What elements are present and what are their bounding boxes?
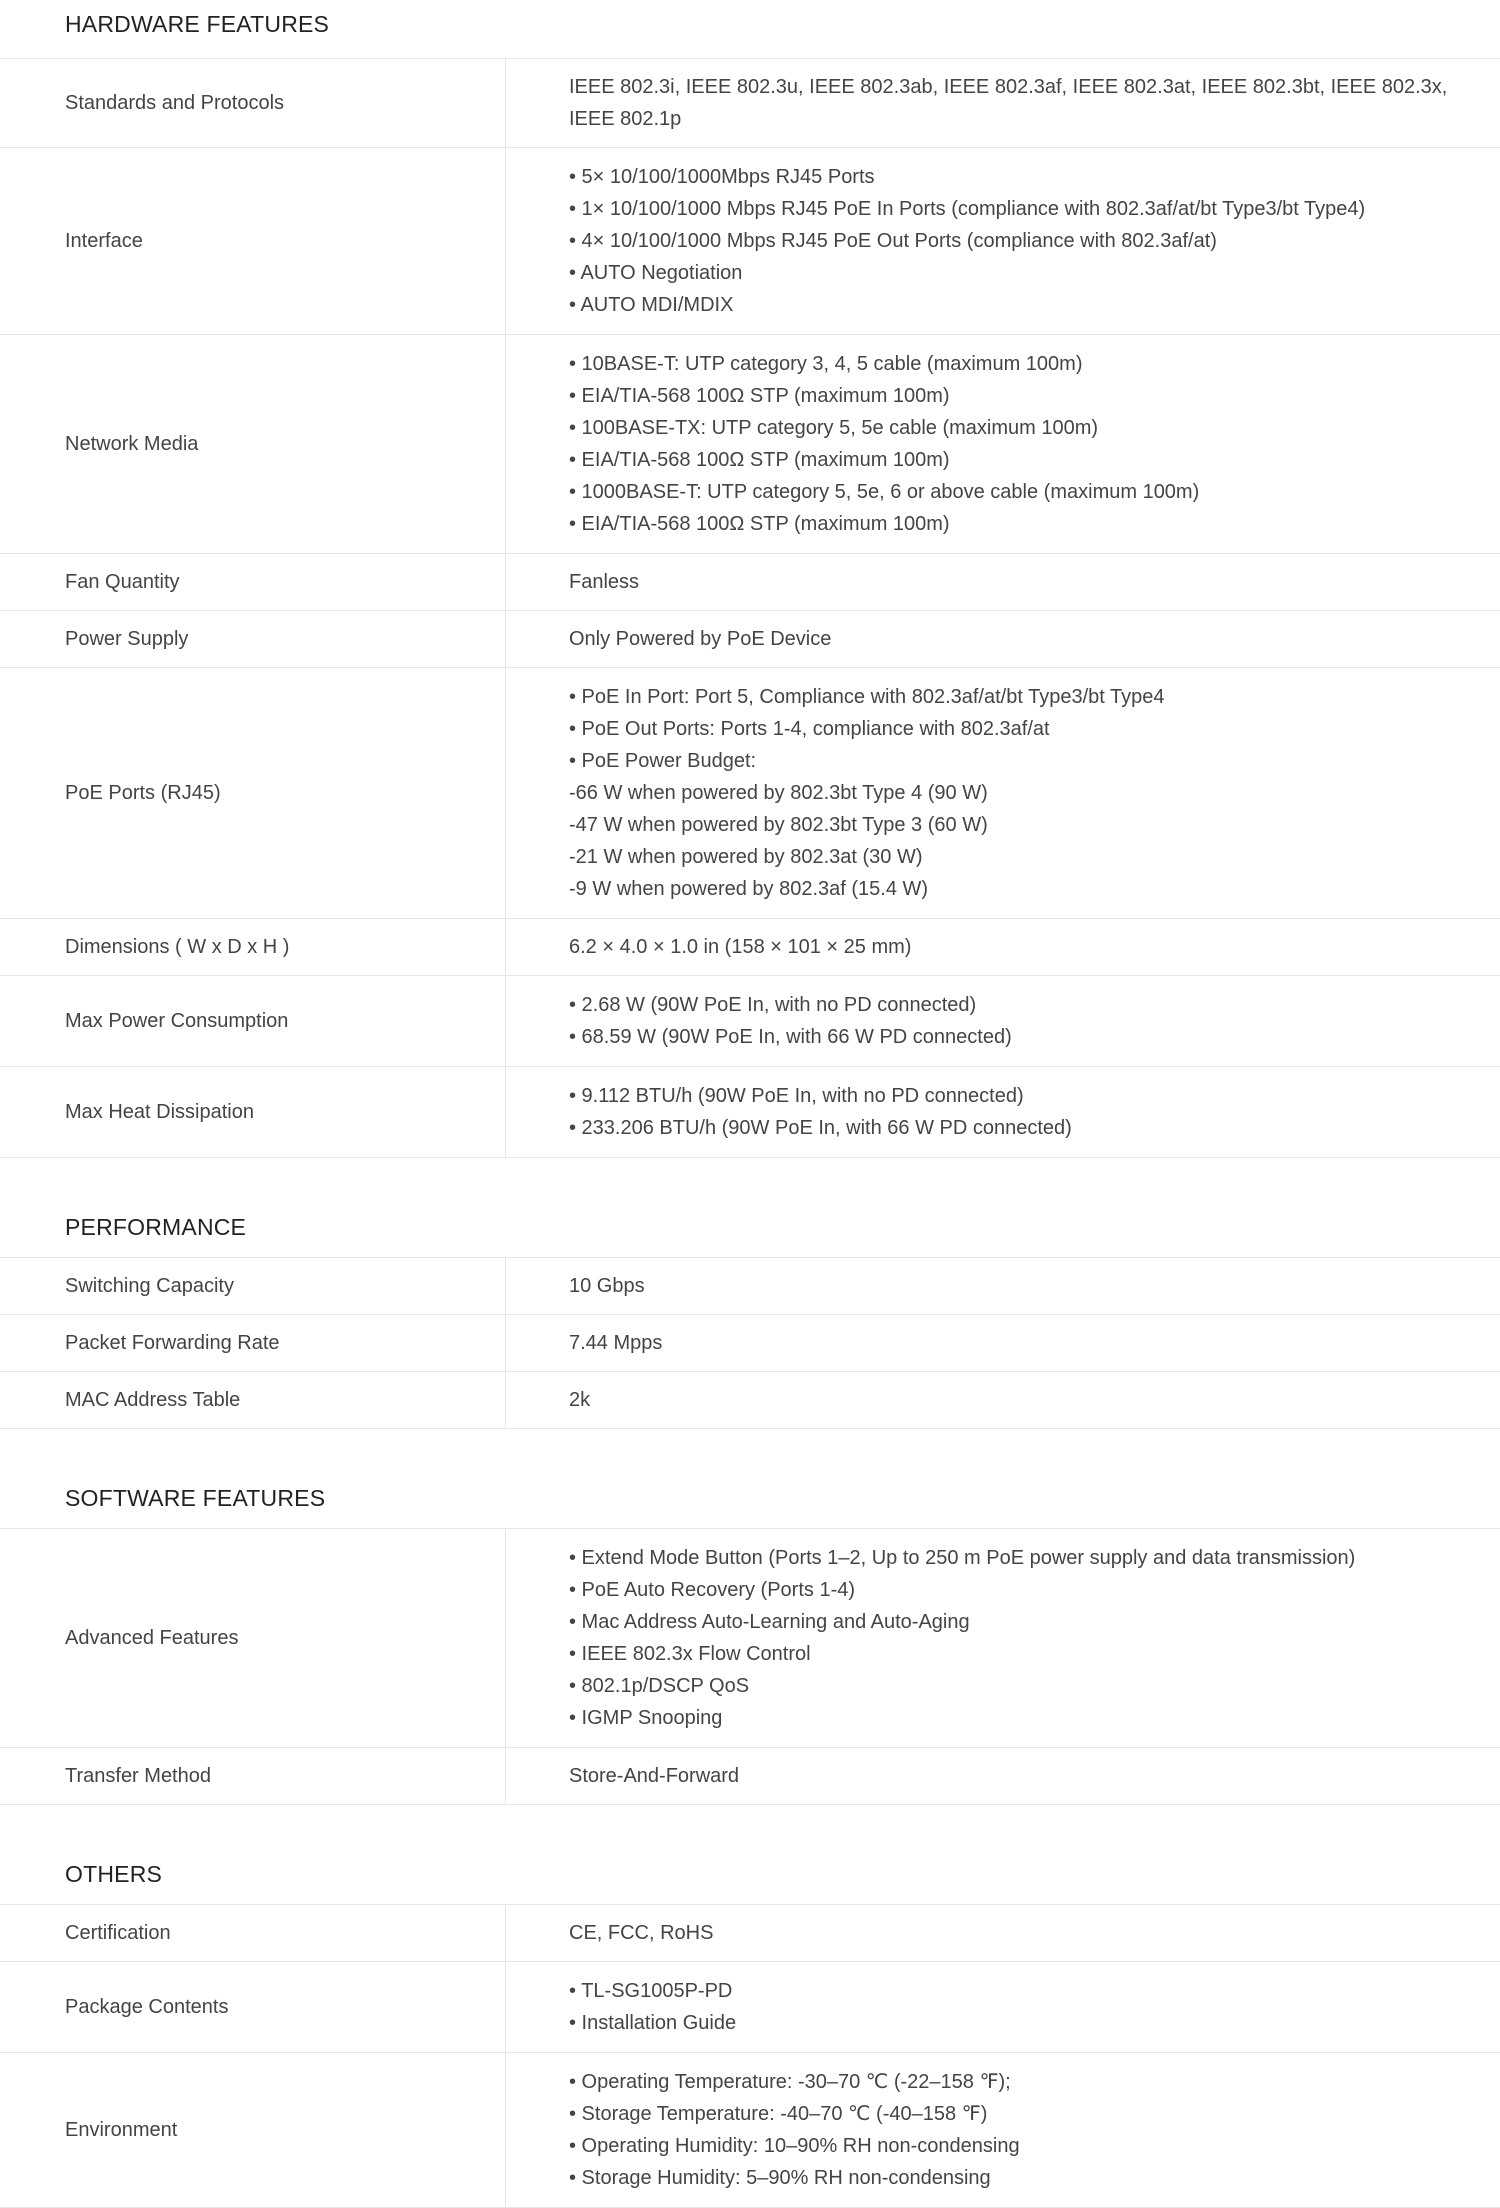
spec-label: Fan Quantity xyxy=(0,554,506,610)
spec-value-line: • EIA/TIA-568 100Ω STP (maximum 100m) xyxy=(569,513,950,535)
spec-label: Interface xyxy=(0,148,506,334)
spec-value-line: • EIA/TIA-568 100Ω STP (maximum 100m) xyxy=(569,449,950,471)
spec-value-line: -9 W when powered by 802.3af (15.4 W) xyxy=(569,878,929,900)
spec-label: Packet Forwarding Rate xyxy=(0,1315,506,1371)
spec-section xyxy=(0,1429,1500,1805)
spec-label: Certification xyxy=(0,1905,506,1961)
spec-value-line: -47 W when powered by 802.3bt Type 3 (60 W) xyxy=(569,814,988,836)
spec-row xyxy=(0,976,1500,1067)
spec-label: Max Heat Dissipation xyxy=(0,1067,506,1157)
spec-value-line: • PoE In Port: Port 5, Compliance with 802.3af/at/bt Type3/bt Type4 xyxy=(569,686,1165,708)
spec-value xyxy=(506,1962,1500,2052)
spec-value xyxy=(506,148,1500,334)
spec-value-line: • PoE Power Budget: xyxy=(569,750,757,772)
spec-value-line: Only Powered by PoE Device xyxy=(569,628,832,650)
spec-row xyxy=(0,1748,1500,1805)
spec-value xyxy=(506,1529,1500,1747)
spec-label: Transfer Method xyxy=(0,1748,506,1804)
spec-value-line: • Storage Temperature: -40–70 ℃ (-40–158 ℉) xyxy=(569,2103,988,2125)
spec-label: MAC Address Table xyxy=(0,1372,506,1428)
spec-value-line: IEEE 802.3i, IEEE 802.3u, IEEE 802.3ab, IEEE 802.3af, IEEE 802.3at, IEEE 802.3bt, IEEE 802.3x, IEEE 802.1p xyxy=(569,76,1448,130)
spec-value-line: • 233.206 BTU/h (90W PoE In, with 66 W PD connected) xyxy=(569,1117,1072,1139)
section-title: SOFTWARE FEATURES xyxy=(0,1429,1500,1529)
spec-label: PoE Ports (RJ45) xyxy=(0,668,506,918)
spec-value xyxy=(506,2053,1500,2207)
section-title: PERFORMANCE xyxy=(0,1158,1500,1258)
spec-value-line: 6.2 × 4.0 × 1.0 in (158 × 101 × 25 mm) xyxy=(569,936,912,958)
spec-row xyxy=(0,1962,1500,2053)
spec-value-line: • IEEE 802.3x Flow Control xyxy=(569,1643,811,1665)
spec-value xyxy=(506,1372,1500,1428)
spec-value-line: • 100BASE-TX: UTP category 5, 5e cable (maximum 100m) xyxy=(569,417,1099,439)
spec-value-line: Fanless xyxy=(569,571,640,593)
spec-value xyxy=(506,1067,1500,1157)
spec-row xyxy=(0,554,1500,611)
spec-value xyxy=(506,1315,1500,1371)
spec-label: Switching Capacity xyxy=(0,1258,506,1314)
spec-value-line: CE, FCC, RoHS xyxy=(569,1922,714,1944)
spec-value xyxy=(506,1905,1500,1961)
spec-value xyxy=(506,919,1500,975)
spec-value-line: -66 W when powered by 802.3bt Type 4 (90 W) xyxy=(569,782,988,804)
spec-value-line: Store-And-Forward xyxy=(569,1765,740,1787)
spec-value-line: • 802.1p/DSCP QoS xyxy=(569,1675,750,1697)
spec-label: Dimensions ( W x D x H ) xyxy=(0,919,506,975)
section-title: OTHERS xyxy=(0,1805,1500,1905)
spec-label: Advanced Features xyxy=(0,1529,506,1747)
spec-value xyxy=(506,611,1500,667)
spec-row xyxy=(0,919,1500,976)
spec-row xyxy=(0,2053,1500,2208)
spec-value xyxy=(506,668,1500,918)
spec-row xyxy=(0,1372,1500,1429)
spec-value xyxy=(506,59,1500,147)
spec-value-line: • AUTO Negotiation xyxy=(569,262,743,284)
spec-value-line: • PoE Auto Recovery (Ports 1-4) xyxy=(569,1579,856,1601)
spec-label: Power Supply xyxy=(0,611,506,667)
spec-value-line: • 68.59 W (90W PoE In, with 66 W PD connected) xyxy=(569,1026,1012,1048)
spec-value xyxy=(506,554,1500,610)
spec-value-line: • 1× 10/100/1000 Mbps RJ45 PoE In Ports (compliance with 802.3af/at/bt Type3/bt Type4) xyxy=(569,198,1366,220)
spec-value-line: • TL-SG1005P-PD xyxy=(569,1980,733,2002)
spec-value-line: • IGMP Snooping xyxy=(569,1707,723,1729)
spec-value-line: • 2.68 W (90W PoE In, with no PD connected) xyxy=(569,994,977,1016)
spec-value xyxy=(506,976,1500,1066)
spec-value-line: • 5× 10/100/1000Mbps RJ45 Ports xyxy=(569,166,875,188)
spec-value-line: • Storage Humidity: 5–90% RH non-condensing xyxy=(569,2167,991,2189)
spec-value xyxy=(506,1748,1500,1804)
spec-row xyxy=(0,668,1500,919)
spec-row xyxy=(0,148,1500,335)
spec-row xyxy=(0,1067,1500,1158)
spec-label: Network Media xyxy=(0,335,506,553)
spec-value-line: • EIA/TIA-568 100Ω STP (maximum 100m) xyxy=(569,385,950,407)
spec-value-line: -21 W when powered by 802.3at (30 W) xyxy=(569,846,923,868)
spec-value-line: • Operating Temperature: -30–70 ℃ (-22–158 ℉); xyxy=(569,2071,1011,2093)
spec-label: Max Power Consumption xyxy=(0,976,506,1066)
spec-value-line: 2k xyxy=(569,1389,591,1411)
spec-value-line: • 10BASE-T: UTP category 3, 4, 5 cable (maximum 100m) xyxy=(569,353,1083,375)
spec-row xyxy=(0,611,1500,668)
spec-row xyxy=(0,1529,1500,1748)
spec-value-line: 10 Gbps xyxy=(569,1275,645,1297)
spec-row xyxy=(0,335,1500,554)
spec-value-line: • Mac Address Auto-Learning and Auto-Aging xyxy=(569,1611,970,1633)
spec-value-line: • 9.112 BTU/h (90W PoE In, with no PD connected) xyxy=(569,1085,1024,1107)
spec-label: Standards and Protocols xyxy=(0,59,506,147)
spec-label: Package Contents xyxy=(0,1962,506,2052)
spec-section xyxy=(0,1805,1500,2208)
spec-value-line: • 1000BASE-T: UTP category 5, 5e, 6 or above cable (maximum 100m) xyxy=(569,481,1200,503)
spec-value xyxy=(506,335,1500,553)
spec-section xyxy=(0,1158,1500,1429)
spec-value-line: • AUTO MDI/MDIX xyxy=(569,294,734,316)
spec-row xyxy=(0,1258,1500,1315)
spec-value-line: • Installation Guide xyxy=(569,2012,737,2034)
spec-row xyxy=(0,1315,1500,1372)
spec-value-line: • 4× 10/100/1000 Mbps RJ45 PoE Out Ports (compliance with 802.3af/at) xyxy=(569,230,1217,252)
spec-label: Environment xyxy=(0,2053,506,2207)
spec-value-line: • Operating Humidity: 10–90% RH non-condensing xyxy=(569,2135,1020,2157)
spec-value-line: 7.44 Mpps xyxy=(569,1332,663,1354)
spec-value-line: • PoE Out Ports: Ports 1-4, compliance with 802.3af/at xyxy=(569,718,1050,740)
spec-row xyxy=(0,59,1500,148)
section-title: HARDWARE FEATURES xyxy=(0,0,1500,59)
spec-row xyxy=(0,1905,1500,1962)
spec-value xyxy=(506,1258,1500,1314)
spec-value-line: • Extend Mode Button (Ports 1–2, Up to 250 m PoE power supply and data transmission) xyxy=(569,1547,1356,1569)
